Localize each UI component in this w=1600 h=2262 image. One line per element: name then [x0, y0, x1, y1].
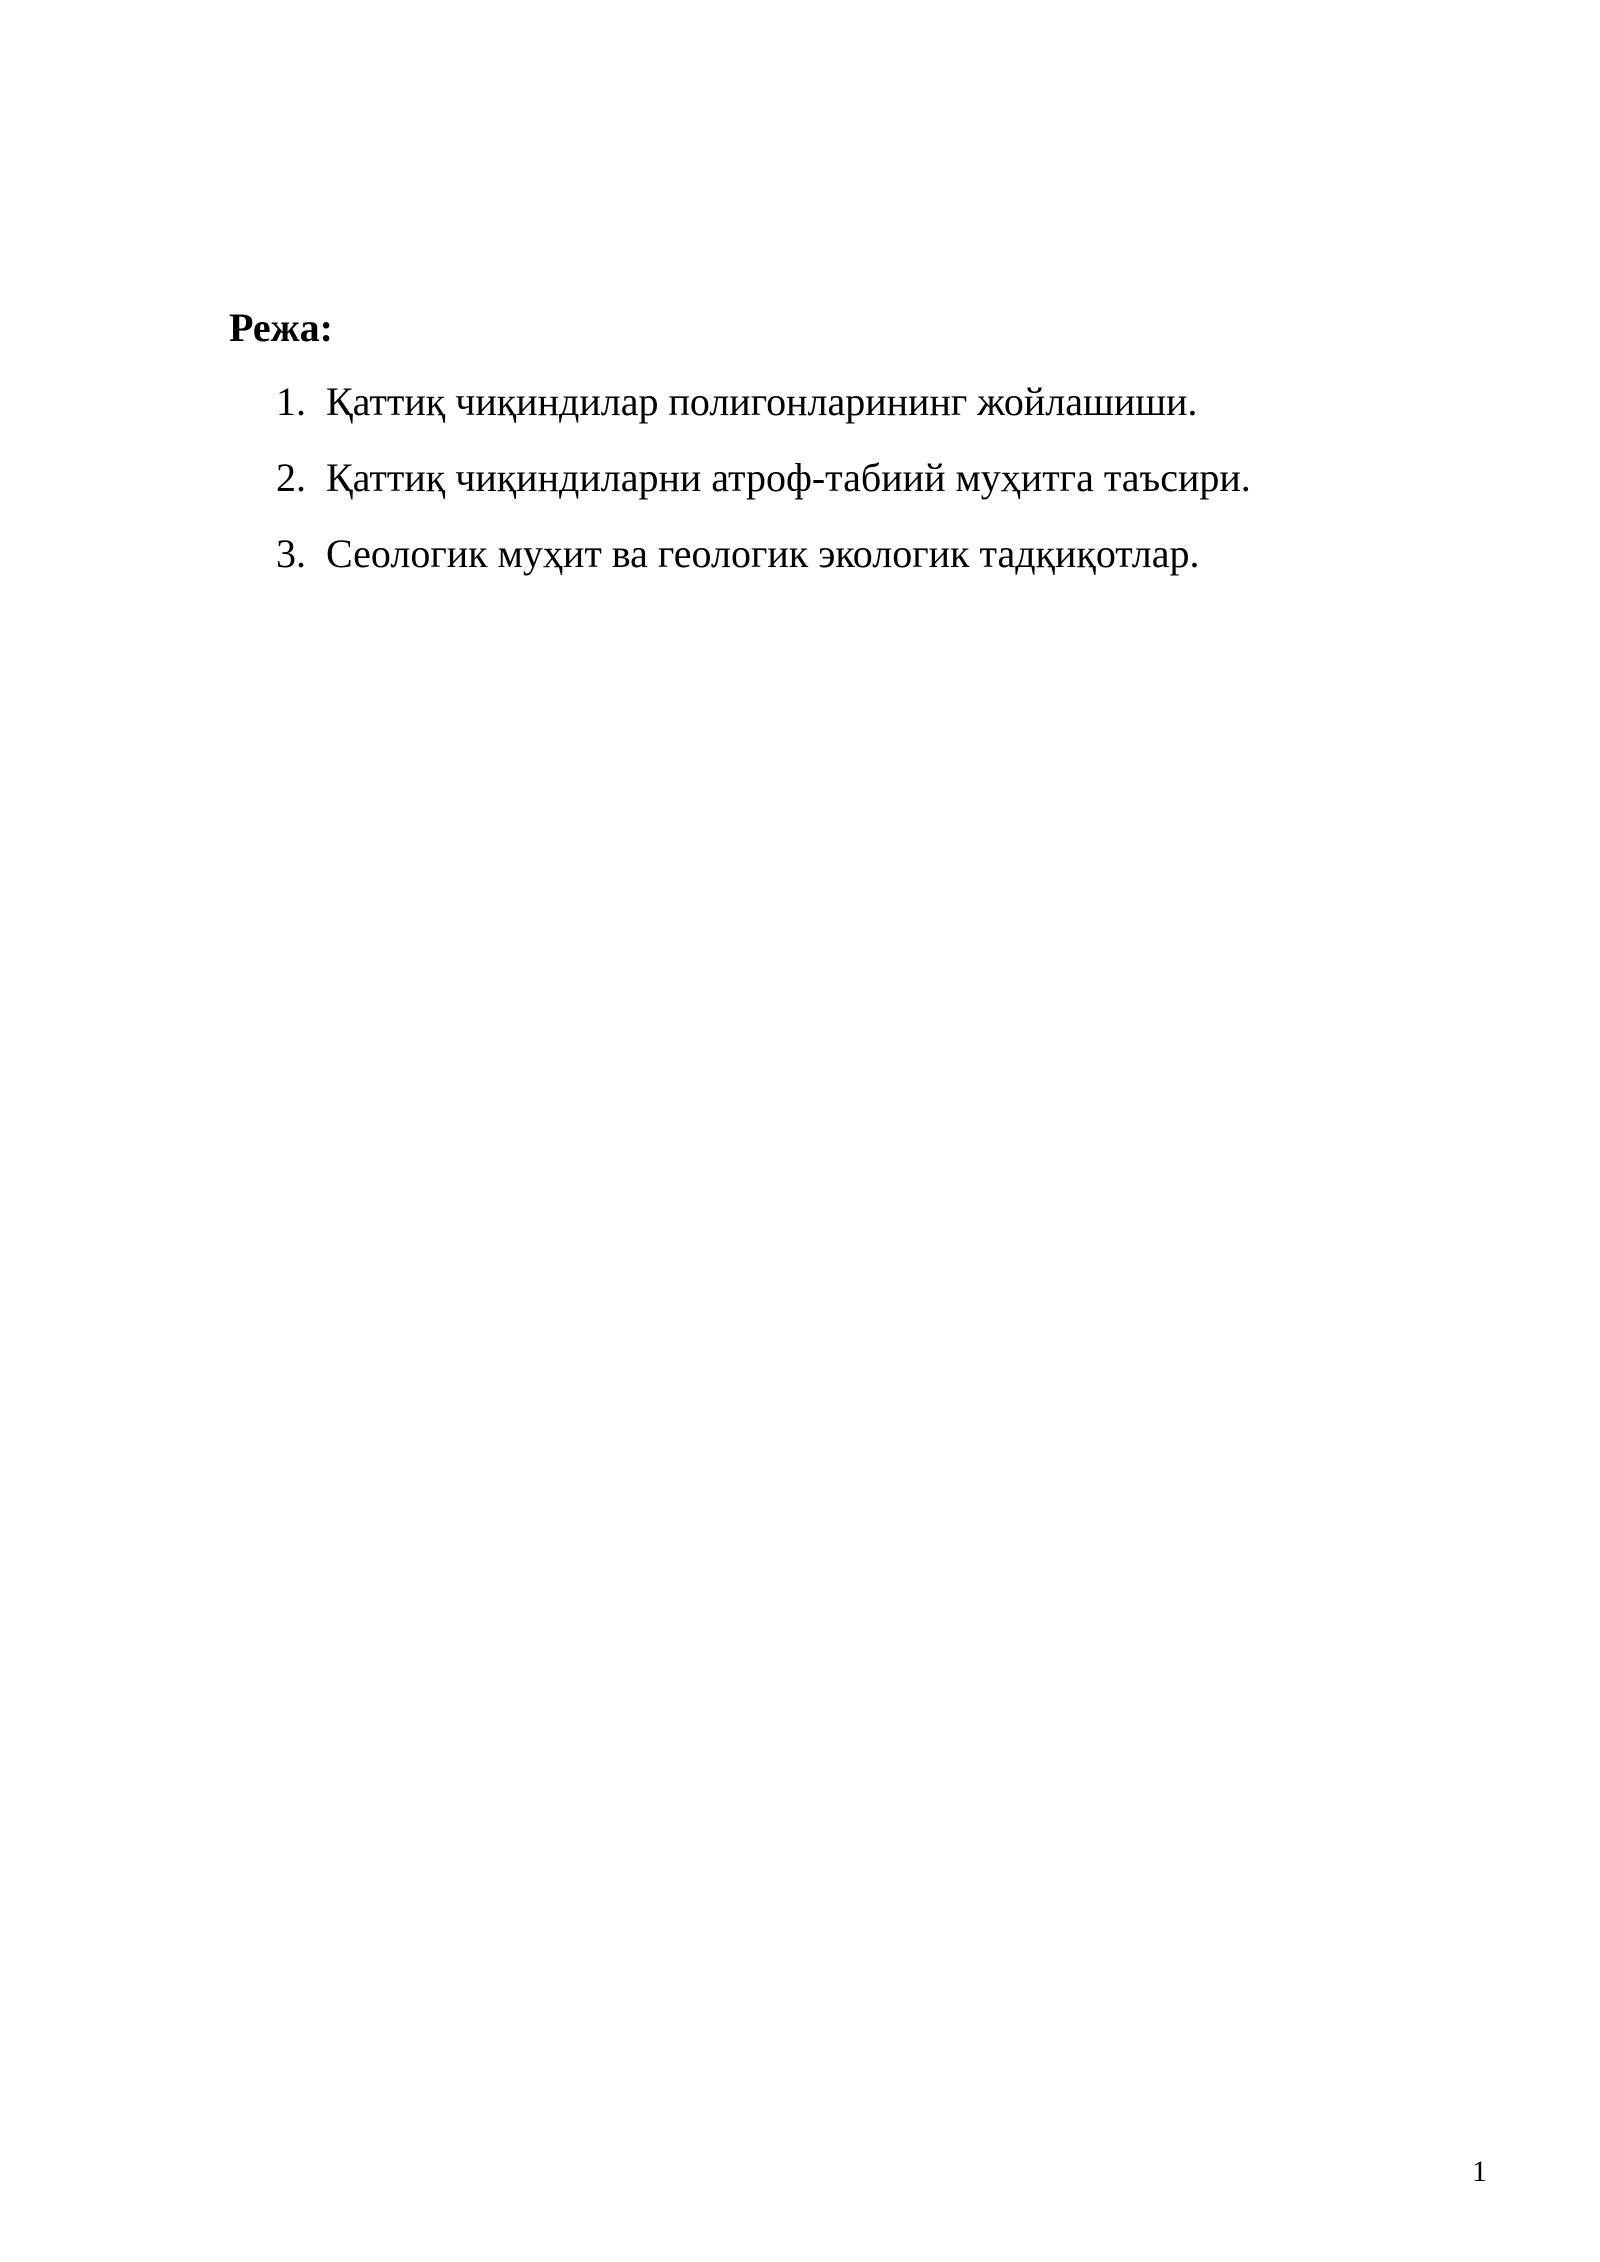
list-item — [276, 450, 1251, 526]
list-item-number: 3. — [276, 531, 306, 576]
list-item — [276, 526, 1251, 602]
list-item-text: Қаттиқ чиқиндиларни атроф-табиий муҳитга таъсири. — [326, 455, 1251, 500]
list-item-number: 1. — [276, 379, 306, 424]
list-item-text: Қаттиқ чиқиндилар полигонларининг жойлашиши. — [326, 379, 1198, 424]
plan-heading: Режа: — [229, 305, 333, 350]
list-item-text: Сеологик муҳит ва геологик экологик тадқиқотлар. — [326, 531, 1200, 576]
list-item — [276, 374, 1251, 450]
list-item-number: 2. — [276, 455, 306, 500]
page-number: 1 — [1472, 2155, 1487, 2188]
plan-list — [276, 374, 1251, 602]
